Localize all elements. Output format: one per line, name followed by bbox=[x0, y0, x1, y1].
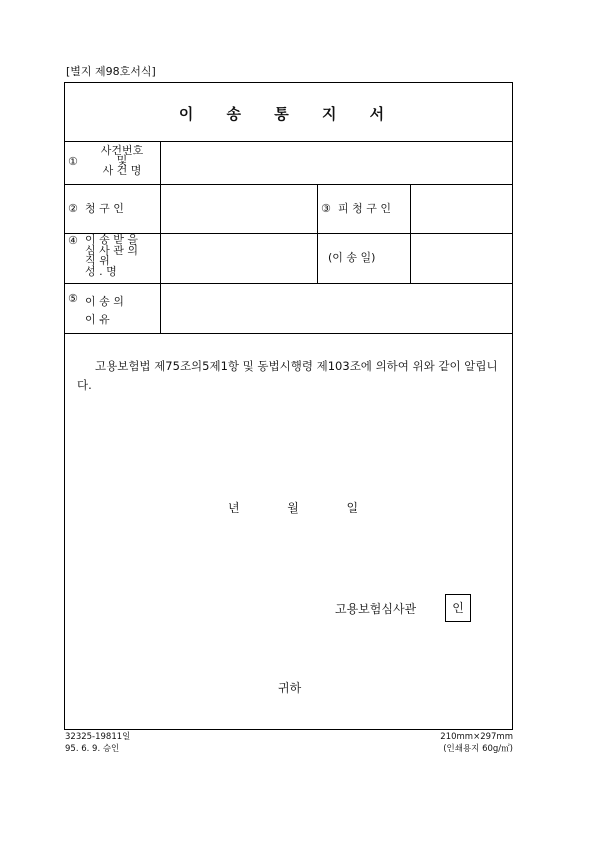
receiver-field[interactable] bbox=[163, 238, 313, 278]
receiver-marker: ④ bbox=[68, 234, 78, 247]
row-divider bbox=[65, 184, 512, 185]
notice-body-text: 고용보험법 제75조의5제1항 및 동법시행령 제103조에 의하여 위와 같이 알립니다. bbox=[77, 359, 498, 392]
reason-label: 이 송 의 이 유 bbox=[85, 295, 124, 326]
respondent-label: 피 청 구 인 bbox=[338, 202, 391, 215]
receiver-label: 이 송 받 을 심 사 관 의 직 위 성 . 명 bbox=[85, 233, 138, 278]
seal-box: 인 bbox=[445, 594, 471, 622]
label-column-divider bbox=[160, 141, 161, 333]
row-divider bbox=[65, 141, 512, 142]
form-title: 이 송 통 지 서 bbox=[178, 105, 399, 123]
date-month: 월 bbox=[287, 501, 299, 515]
transfer-date-label: (이 송 일) bbox=[328, 251, 376, 264]
footer-paper-spec bbox=[420, 731, 513, 755]
case-number-marker: ① bbox=[68, 155, 78, 168]
notice-date bbox=[228, 499, 358, 516]
claimant-label: 청 구 인 bbox=[85, 202, 124, 215]
footer-approval-number: 32325-19811일 bbox=[65, 732, 131, 742]
respondent-marker: ③ bbox=[321, 202, 331, 215]
row-divider bbox=[65, 333, 512, 334]
respondent-field[interactable] bbox=[413, 189, 508, 229]
mid-column-divider bbox=[317, 184, 318, 283]
footer-approval bbox=[65, 731, 130, 755]
recipient-suffix: 귀하 bbox=[278, 681, 302, 695]
right-column-divider bbox=[410, 184, 411, 283]
footer-paper-weight: (인쇄용지 60g/㎡) bbox=[443, 744, 513, 754]
form-number-label: [별지 제98호서식] bbox=[66, 65, 156, 78]
claimant-field[interactable] bbox=[163, 189, 313, 229]
footer-paper-size: 210mm×297mm bbox=[440, 732, 513, 742]
case-label: 사건번호 및 사 건 명 bbox=[100, 144, 144, 177]
date-day: 일 bbox=[346, 501, 359, 515]
footer-approval-date: 95. 6. 9. 승인 bbox=[65, 744, 120, 754]
row-divider bbox=[65, 283, 512, 284]
transfer-date-field[interactable] bbox=[413, 238, 508, 278]
reason-marker: ⑤ bbox=[68, 292, 78, 305]
date-year: 년 bbox=[228, 501, 240, 515]
notice-form bbox=[64, 82, 513, 730]
claimant-marker: ② bbox=[68, 202, 78, 215]
case-value-field[interactable] bbox=[163, 145, 508, 181]
reason-field[interactable] bbox=[163, 288, 508, 328]
issuer-name: 고용보험심사관 bbox=[335, 602, 417, 616]
